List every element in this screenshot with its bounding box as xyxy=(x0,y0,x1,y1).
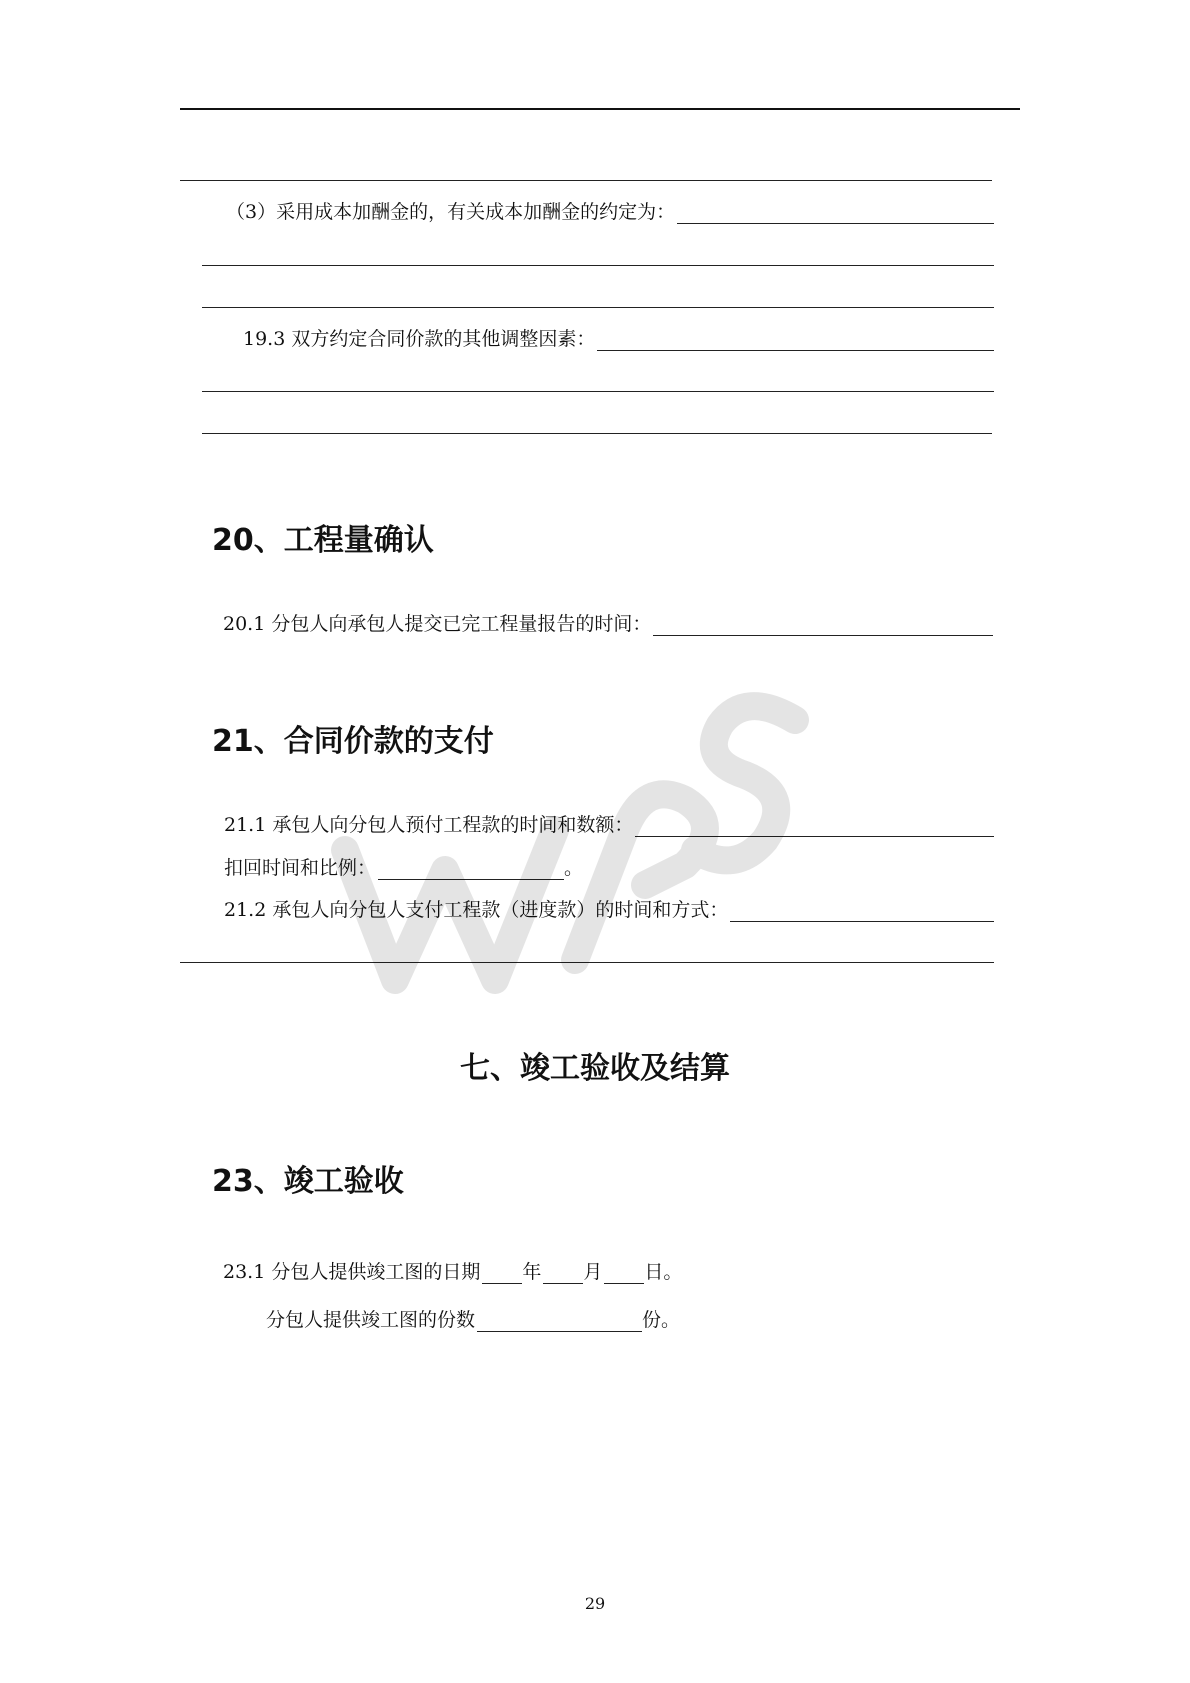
clause-21-1-line xyxy=(224,813,994,837)
heading-21: 21、合同价款的支付 xyxy=(212,724,494,759)
clause-21-1-sub-end: 。 xyxy=(564,857,584,879)
copies-suffix: 份。 xyxy=(642,1309,681,1331)
clause-20-1-blank[interactable] xyxy=(653,615,993,636)
blank-line xyxy=(180,962,994,963)
heading-20: 20、工程量确认 xyxy=(212,523,434,558)
clause-19-3-text: 19.3 双方约定合同价款的其他调整因素： xyxy=(243,328,596,350)
day-blank[interactable] xyxy=(604,1263,644,1284)
header-rule xyxy=(180,108,1020,110)
blank-line xyxy=(180,180,992,181)
clause-21-1-blank[interactable] xyxy=(635,816,994,837)
clause-20-1-line xyxy=(223,612,993,636)
clause-20-1-text: 20.1 分包人向承包人提交已完工程量报告的时间： xyxy=(223,613,652,635)
year-blank[interactable] xyxy=(482,1263,522,1284)
year-label: 年 xyxy=(522,1261,542,1283)
clause-19-3-line xyxy=(243,327,994,351)
page-number: 29 xyxy=(584,1594,606,1613)
clause-19-3-blank[interactable] xyxy=(597,330,994,351)
section-3-line xyxy=(226,200,994,224)
heading-23: 23、竣工验收 xyxy=(212,1164,404,1199)
blank-line xyxy=(202,391,994,392)
blank-line xyxy=(202,265,994,266)
month-label: 月 xyxy=(583,1261,603,1283)
copies-line xyxy=(266,1308,680,1332)
clause-21-2-text: 21.2 承包人向分包人支付工程款（进度款）的时间和方式： xyxy=(224,899,729,921)
blank-line xyxy=(202,433,992,434)
clause-21-2-line xyxy=(224,898,994,922)
clause-21-1-sub-blank[interactable] xyxy=(378,859,564,880)
copies-blank[interactable] xyxy=(477,1311,642,1332)
blank-line xyxy=(202,307,994,308)
copies-label: 分包人提供竣工图的份数 xyxy=(266,1309,476,1331)
clause-23-1-prefix: 23.1 分包人提供竣工图的日期 xyxy=(223,1261,481,1283)
day-label: 日。 xyxy=(644,1261,683,1283)
clause-21-1-sub-label: 扣回时间和比例： xyxy=(224,857,377,879)
month-blank[interactable] xyxy=(543,1263,583,1284)
clause-23-1-line xyxy=(223,1260,682,1284)
clause-21-1-text: 21.1 承包人向分包人预付工程款的时间和数额： xyxy=(224,814,634,836)
clause-21-1-sub-line xyxy=(224,856,583,880)
section-3-text: （3）采用成本加酬金的，有关成本加酬金的约定为： xyxy=(226,201,676,223)
clause-21-2-blank[interactable] xyxy=(730,901,994,922)
section-3-blank[interactable] xyxy=(677,203,994,224)
chapter-7-heading: 七、竣工验收及结算 xyxy=(460,1051,730,1086)
